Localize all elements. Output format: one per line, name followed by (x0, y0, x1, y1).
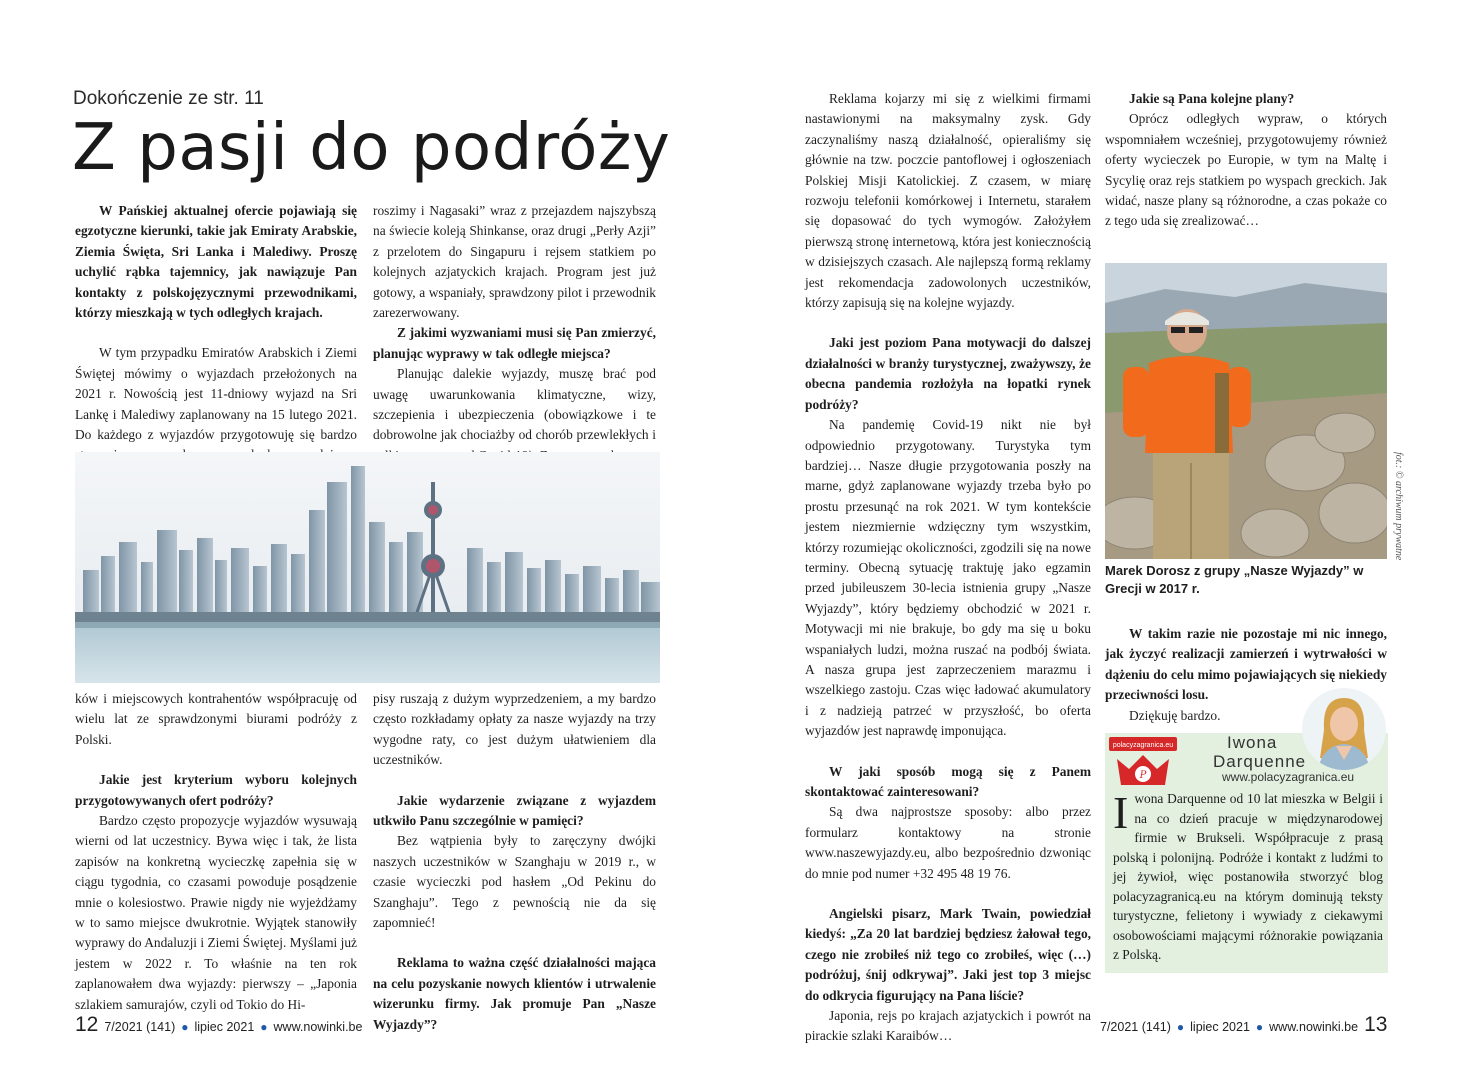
bullet-icon: ● (1255, 1020, 1264, 1034)
photo-credit: fot.: © archiwum prywatne (1393, 452, 1404, 561)
paragraph: Z jakimi wyzwaniami musi się Pan zmierzyć, planując wyprawy w tak odległe miejsca? (373, 325, 656, 361)
author-portrait (1302, 688, 1386, 770)
author-website: www.polacyzagranica.eu (1222, 770, 1355, 784)
paragraph: Planując dalekie wyjazdy, muszę brać pod uwagę uwarunkowania klimatyczne, wizy, szczepienia i ubezpieczenia (obowiązkowe i te dobrowolne jak chociażby od chorób przewlekłych i (373, 366, 656, 443)
footer-right (1100, 1013, 1387, 1037)
paragraph: Reklama kojarzy mi się z wielkimi firmami nastawionymi na maksymalny zysk. Gdy zaczynaliśmy naszą działalność, opieraliśmy się głównie na tzw. poczcie pantoflowej i ogłoszeniach Polskiej Misji Katolickiej. Z czasem, w miarę rozwoju telefonii komórkowej i Internetu, starałem się dopasować do tych wymogów. Założyłem pierwszą stronę internetową, która jest koniecznością w dzisiejszych czasach. Ale najlepszą formą reklamy jest rekomendacja zadowolonych uczestników, którzy zapisują się na kolejne wyjazdy. (805, 91, 1091, 311)
footer-left (75, 1013, 362, 1037)
paragraph: Dziękuję bardzo. (1129, 707, 1221, 723)
marek-dorosz-photo (1105, 263, 1387, 559)
column-3 (805, 89, 1091, 1047)
svg-text:polacyzagranica.eu: polacyzagranica.eu (1112, 742, 1174, 749)
paragraph: Oprócz odległych wypraw, o których wspomniałem wcześniej, przygotowujemy również oferty wycieczek po Europie, w tym na Maltę i Sycylię oraz rejs statkiem po wyspach greckich. Jak widać, nasze plany są różnorodne, a czas pokaże co z tego uda się zrealizować… (1105, 111, 1387, 229)
paragraph: Jaki jest poziom Pana motywacji do dalszej działalności w branży turystycznej, zważywszy, że obecna pandemia rozłożyła na łopatki rynek podróży? (805, 335, 1091, 412)
bullet-icon: ● (260, 1020, 268, 1034)
paragraph: ków i miejscowych kontrahentów współpracuję od wielu lat ze sprawdzonymi biurami podróży z Polski. (75, 691, 357, 747)
paragraph: W jaki sposób mogą się z Panem skontaktować zainteresowani? (805, 763, 1091, 799)
shanghai-skyline-image (75, 452, 660, 683)
author-bio: Iwona Darquenne od 10 lat mieszka w Belgii i na co dzień pracuje w międzynarodowej firmie w Brukseli. Współpracuje z prasą polską i polonijną. Podróże i kontakt z ludźmi to jej żywioł, więc postanowiła stworzyć blog polacyzagranicą.eu na którym dominują teksty turystyczne, felietony i wywiady z ciekawymi osobowościami mającymi różnorakie powiązania z Polską. (1113, 787, 1383, 962)
bullet-icon: ● (1176, 1020, 1185, 1034)
paragraph: Reklama to ważna część działalności mająca na celu pozyskanie nowych klientów i utrwalenie wizerunku firmy. Jak promuje Pan „Nasze Wyjazdy”? (373, 955, 656, 1032)
paragraph: pisy ruszają z dużym wyprzedzeniem, a my bardzo często rozkładamy opłaty za nasze wyjazdy na trzy wygodne raty, co jest dużym ułatwieniem dla uczestników. (373, 691, 656, 768)
issue-month: lipiec 2021 (194, 1020, 255, 1034)
issue-number: 7/2021 (141) (1100, 1020, 1171, 1034)
bullet-icon: ● (181, 1020, 189, 1034)
column-2-bottom (373, 689, 656, 1035)
paragraph: Jakie jest kryterium wyboru kolejnych przygotowywanych ofert podróży? (75, 772, 357, 808)
issue-month: lipiec 2021 (1190, 1020, 1250, 1034)
issue-number: 7/2021 (141) (104, 1020, 176, 1034)
paragraph: Angielski pisarz, Mark Twain, powiedział kiedyś: „Za 20 lat bardziej będziesz żałował tego, czego nie zrobiłeś niż tego co zrobiłeś, więc (…) podróżuj, śnij odkrywaj”. Jaki jest top 3 miejsc do odkrycia figurujący na Pana liście? (805, 906, 1091, 1003)
paragraph: W tym przypadku Emiratów Arabskich i Ziemi Świętej mówimy o wyjazdach przełożonych na 2021 r. Nowością jest 11-dniowy wyjazd na Sri Lankę i Malediwy zaplanowany na 15 lutego 2021. Do każdego z wyjazdów przygotowuję się bardzo (75, 345, 357, 443)
continuation-kicker: Dokończenie ze str. 11 (73, 88, 264, 109)
paragraph: Bardzo często propozycje wyjazdów wysuwają wierni od lat uczestnicy. Bywa więc i tak, że lista zapisów na konkretną wycieczkę zapełnia się w ciągu tygodnia, co czasami powoduje posądzenie mnie o kolesiostwo. Prawie nigdy nie wyjeżdżamy w to samo miejsce dwukrotnie. Wyjątek stanowiły wyprawy do Andaluzji i Ziemi Świętej. Myślami już jestem w 2022 r. To właśnie na ten rok zaplanowałem dwa wyjazdy: pierwszy – „Japonia szlakiem samurajów, czyli od Tokio do Hi- (75, 813, 357, 1012)
paragraph: Jakie wydarzenie związane z wyjazdem utkwiło Panu szczególnie w pamięci? (373, 792, 656, 829)
paragraph: Bez wątpienia były to zaręczyny dwójki naszych uczestników w Szanghaju w 2019 r., w czasie wycieczki pod hasłem „Od Pekinu do Szanghaju”. Tego z pewnością nie da się zapomnieć! (373, 833, 656, 931)
photo-caption: Marek Dorosz z grupy „Nasze Wyjazdy” w Grecji w 2017 r. (1105, 563, 1364, 596)
paragraph: W takim razie nie pozostaje mi nic innego, jak życzyć realizacji zamierzeń i wytrwałości w dążeniu do celu mimo pojawiających się niekiedy przeciwności losu. (1105, 626, 1387, 703)
paragraph: Japonia, rejs po krajach azjatyckich i powrót na pirackie szlaki Karaibów… (805, 1008, 1091, 1044)
polacyzagranica-logo (1109, 737, 1177, 793)
paragraph: Jakie są Pana kolejne plany? (1129, 91, 1295, 106)
author-name: Iwona Darquenne (1213, 733, 1307, 771)
website-link[interactable]: www.nowinki.be (1269, 1020, 1359, 1034)
paragraph: roszimy i Nagasaki” wraz z przejazdem najszybszą na świecie koleją Shinkanse, oraz drugi „Perły Azji” z przelotem do Singapuru i rejsem statkiem po kolejnych azjatyckich krajach. Program jest już gotowy, a wspaniały, sprawdzony pilot i przewodnik zarezerwowany. (373, 203, 656, 321)
paragraph: Są dwa najprostsze sposoby: albo przez formularz kontaktowy na stronie www.naszewyjazdy.eu, albo bezpośrednio dzwoniąc do mnie pod numer +32 495 48 19 76. (805, 804, 1091, 881)
svg-text:P: P (1139, 770, 1147, 781)
page-number: 12 (75, 1013, 99, 1036)
website-link[interactable]: www.nowinki.be (273, 1020, 363, 1034)
page-number: 13 (1364, 1013, 1388, 1036)
column-1-top (75, 201, 357, 466)
dropcap: I (1113, 787, 1129, 838)
column-2-top (373, 201, 656, 466)
column-1-bottom (75, 689, 357, 1015)
article-title: Z pasji do podróży (72, 111, 671, 185)
column-4-top (1105, 89, 1387, 232)
paragraph: Na pandemię Covid-19 nikt nie był odpowiednio przygotowany. Turystyka tym bardziej… Nasze długie przygotowania poszły na marne, gdyż zaplanowane wyjazdy trzeba było po prostu przesunąć na rok 2021. W tym kontekście jestem niezmiernie wdzięczny tym wszystkim, którzy rozumiejąc okoliczności, zgodzili się na nowe terminy. Obecną sytuację traktuję jako egzamin przed jubileuszem 30-lecia istnienia grupy „Nasze Wyjazdy”, który będziemy obchodzić w 2021 r. Motywacji mi nie brakuje, bo gdy ma się u boku wspaniałych ludzi, można ruszać na podbój świata. A nasza grupa jest zaprzeczeniem marazmu i wszelkiego zastoju. Czas więc ładować akumulatory i z nadzieją patrzeć w przyszłość, bo oferta wyjazdów jest naprawdę imponująca. (805, 417, 1091, 739)
paragraph: W Pańskiej aktualnej ofercie pojawiają się egzotyczne kierunki, takie jak Emiraty Arabskie, Ziemia Święta, Sri Lanka i Malediwy. Proszę uchylić rąbka tajemnicy, jak nawiązuje Pan kontakty z polskojęzycznymi przewodnikami, którzy mieszkają w tych odległych krajach. (75, 203, 357, 321)
